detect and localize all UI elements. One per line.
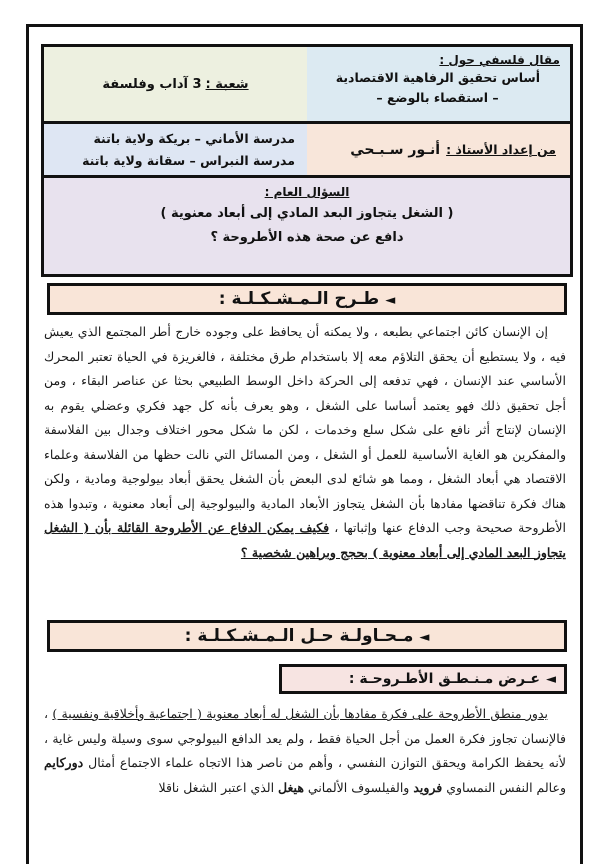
solution-section-title: مـحـاولـة حـل الـمـشـكـلـة : <box>184 626 414 646</box>
question-line-2: دافع عن صحة هذه الأطروحة ؟ <box>210 230 404 245</box>
thesis-text-b: وعالم النفس النمساوي <box>442 779 566 795</box>
thesis-text-d: الذي اعتبر الشغل ناقلا <box>158 779 279 795</box>
arrow-left-icon: ◄ <box>546 672 556 687</box>
topic-cell <box>304 47 570 124</box>
problem-section-banner <box>47 283 567 315</box>
branch-value: 3 آداب وفلسفة <box>102 76 202 92</box>
teacher-name: أنـور سـبـحي <box>350 141 441 158</box>
thesis-underlined: يدور منطق الأطروحة على فكرة مفادها بأن الشغل له أبعاد معنوية ( اجتماعية وأخلاقية ونفسية ) <box>52 706 548 721</box>
thesis-section-title: عـرض مـنـطـق الأطـروحـة : <box>348 671 540 687</box>
name-hegel: هيغل <box>278 779 304 795</box>
name-freud: فرويد <box>413 779 443 795</box>
header-table <box>41 44 573 277</box>
problem-section-title: طـرح الـمـشـكـلـة : <box>218 289 380 309</box>
schools-cell <box>44 124 307 178</box>
school-2: مدرسة النبراس – سقانة ولاية باتنة <box>82 153 295 168</box>
arrow-left-icon: ◄ <box>419 630 430 645</box>
arrow-left-icon: ◄ <box>385 293 396 308</box>
thesis-text-c: والفيلسوف الألماني <box>303 779 414 795</box>
method-label: – استقصاء بالوضع – <box>376 90 499 105</box>
question-line-1: ( الشغل يتجاوز البعد المادي إلى أبعاد معنوية ) <box>160 206 454 221</box>
name-durkheim: دوركايم <box>44 755 84 770</box>
solution-section-banner <box>47 620 567 652</box>
general-question-cell <box>44 178 570 274</box>
thesis-paragraph <box>44 702 566 800</box>
topic-label: مقال فلسفي حول : <box>439 53 560 67</box>
problem-text: إن الإنسان كائن اجتماعي بطبعه ، ولا يمكنه أن يحافظ على وجوده خارج أطر المجتمع الذي يعيش فيه ، ولا يستطيع أن يحقق التلاؤم معه إلا باستخدام طرق مختلفة ، فالغريزة في الحياة تعتبر المحرك الأساسي عند الإنسان ، فهي تدفعه إلى الحركة داخل الوسط الطبيعي بحثا عن عناصر البقاء ، ومن أجل تحقيق ذلك فهو يعتمد أساسا على الشغل ، وهو يعرف بأنه كل جهد فكري وعضلي يقوم به الإنسان لإنتاج أثر نافع على شكل سلع وخدمات ، لكن ما شكل محور اختلاف وجدال بين الفلاسفة والمفكرين هو الغاية الأساسية للعمل أو الشغل ، ومن المسائل التي نالت حظها من الفلاسفة وعلماء الاقتصاد هي أبعاد الشغل ، ومما هو شائع لدى البعض بأن الشغل يحقق أبعاد بيولوجية ومادية ، ولكن هناك فكرة تناقضها مفادها بأن الشغل يتجاوز الأبعاد المادية والبيولوجية إلى أبعاد معنوية ، وتبدوا هذه الأطروحة صحيحة وجب الدفاع عنها وإثباتها ، <box>44 324 567 535</box>
branch-cell <box>44 47 307 124</box>
school-1: مدرسة الأماني – بريكة ولاية باتنة <box>93 131 295 146</box>
thesis-section-banner <box>279 664 567 694</box>
thesis-text-a: ، فالإنسان تجاوز فكرة العمل من أجل الحياة فقط ، ولم يعد الدافع البيولوجي سوى وسيلة وليس غاية ، لأنه يحفظ الكرامة ويحقق التوازن النفسي ، وأهم من ناصر هذا الاتجاه علماء الاجتماع أمثال <box>44 706 566 770</box>
branch-label: شعبة : <box>205 76 249 92</box>
topic-title: أساس تحقيق الرفاهية الاقتصادية <box>335 70 540 85</box>
problem-paragraph <box>44 320 566 565</box>
question-label: السؤال العام : <box>264 185 350 199</box>
problem-question: فكيف يمكن الدفاع عن الأطروحة القائلة بأن ( الشغل يتجاوز البعد المادي إلى أبعاد معنوية ) بحجج وبراهين شخصية ؟ <box>44 520 566 560</box>
teacher-cell <box>304 124 570 178</box>
teacher-label: من إعداد الأستاذ : <box>446 142 556 157</box>
